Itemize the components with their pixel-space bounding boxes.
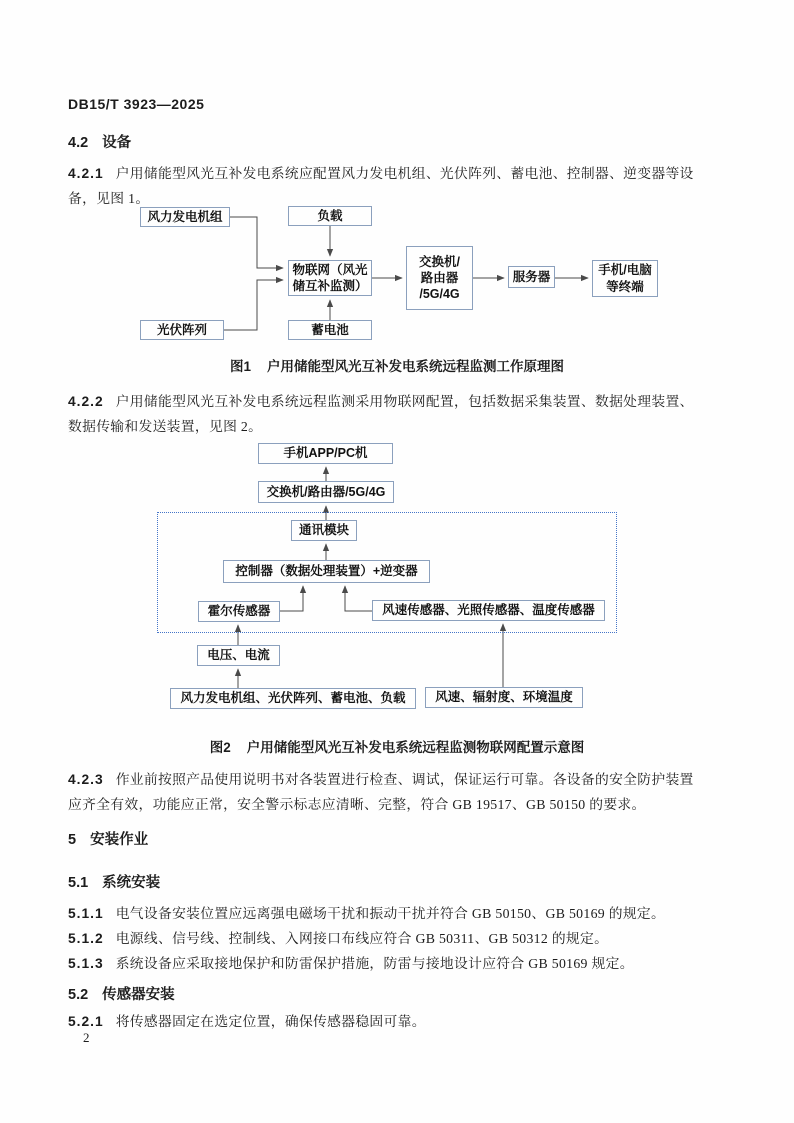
clause-number: 4.2.3 [68,772,104,787]
fig1-box-iot [288,260,372,296]
fig2-box-switch-router: 交换机/路由器/5G/4G [258,481,394,503]
section-heading-5-2 [68,983,175,1004]
clause-4-2-1-line2: 备，见图 1。 [68,191,150,206]
section-title: 设备 [102,135,132,151]
fig1-box-terminal [592,260,658,297]
section-heading-4-2 [68,131,131,152]
fig2-box-hall-sensor: 霍尔传感器 [198,601,280,622]
section-title: 系统安装 [102,875,161,891]
clause-4-2-2-line1 [68,390,694,410]
clause-5-1-3 [68,952,634,972]
fig1-box-battery: 蓄电池 [288,320,372,340]
fig1-switch-line3: /5G/4G [419,287,460,302]
clause-5-1-2 [68,927,608,947]
clause-4-2-3-line2: 应齐全有效，功能应正常，安全警示标志应清晰、完整，符合 GB 19517、GB 50150 的要求。 [68,797,646,812]
clause-4-2-3-line1 [68,768,694,788]
fig1-box-load: 负载 [288,206,372,226]
clause-5-2-1 [68,1010,426,1030]
section-number: 5.2 [68,987,89,1003]
fig1-box-wind-turbine: 风力发电机组 [140,207,230,227]
section-heading-5-1 [68,871,160,892]
section-title: 安装作业 [90,832,149,848]
clause-4-2-2-line2: 数据传输和发送装置，见图 2。 [68,419,263,434]
section-heading-5 [68,828,148,849]
fig2-box-comm-module: 通讯模块 [291,520,357,541]
figure-2-diagram [150,440,620,720]
fig1-switch-line1: 交换机/ [419,254,460,269]
clause-text: 电源线、信号线、控制线、入网接口布线应符合 GB 50311、GB 50312 的规定。 [115,931,609,946]
fig1-terminal-line2: 等终端 [606,279,644,294]
clause-text: 作业前按照产品使用说明书对各装置进行检查、调试，保证运行可靠。各设备的安全防护装置 [115,772,694,787]
clause-number: 5.1.3 [68,956,104,971]
clause-text: 户用储能型风光互补发电系统远程监测采用物联网配置，包括数据采集装置、数据处理装置、 [115,394,694,409]
figure-1-title: 户用储能型风光互补发电系统远程监测工作原理图 [267,359,564,374]
clause-text: 电气设备安装位置应远离强电磁场干扰和振动干扰并符合 GB 50150、GB 50169 的规定。 [115,906,666,921]
fig2-box-environment: 风速、辐射度、环境温度 [425,687,583,708]
fig2-box-controller-inverter: 控制器（数据处理装置）+逆变器 [223,560,430,583]
clause-text: 系统设备应采取接地保护和防雷保护措施，防雷与接地设计应符合 GB 50169 规定。 [115,956,634,971]
page-number: 2 [83,1030,90,1045]
figure-2-title: 户用储能型风光互补发电系统远程监测物联网配置示意图 [246,740,585,755]
fig1-terminal-line1: 手机/电脑 [598,263,652,278]
fig1-box-server: 服务器 [508,266,555,288]
clause-text: 户用储能型风光互补发电系统应配置风力发电机组、光伏阵列、蓄电池、控制器、逆变器等设 [115,166,694,181]
fig2-box-sensors: 风速传感器、光照传感器、温度传感器 [372,600,605,621]
section-title: 传感器安装 [102,987,175,1003]
clause-number: 5.1.1 [68,906,104,921]
clause-number: 4.2.1 [68,166,104,181]
figure-2-caption [0,736,794,756]
clause-text: 将传感器固定在选定位置，确保传感器稳固可靠。 [115,1014,426,1029]
section-number: 5.1 [68,875,89,891]
fig1-box-pv-array: 光伏阵列 [140,320,224,340]
fig1-iot-line1: 物联网（风光 [292,262,368,277]
figure-1-diagram [130,200,670,350]
clause-number: 4.2.2 [68,394,104,409]
fig2-box-voltage-current: 电压、电流 [197,645,280,666]
fig1-box-switch-router [406,246,473,310]
clause-number: 5.1.2 [68,931,104,946]
fig2-box-power-sources: 风力发电机组、光伏阵列、蓄电池、负载 [170,688,416,709]
clause-number: 5.2.1 [68,1014,104,1029]
doc-code: DB15/T 3923—2025 [68,96,205,112]
figure-2-number: 图2 [209,740,231,755]
figure-1-caption [0,355,794,375]
figure-1-number: 图1 [229,359,251,374]
clause-4-2-1-line1 [68,162,694,182]
fig2-box-phone-app: 手机APP/PC机 [258,443,393,464]
fig1-iot-line2: 储互补监测） [292,279,368,293]
fig1-switch-line2: 路由器 [420,270,459,285]
clause-5-1-1 [68,902,665,922]
section-number: 4.2 [68,135,89,151]
section-number: 5 [68,832,77,848]
